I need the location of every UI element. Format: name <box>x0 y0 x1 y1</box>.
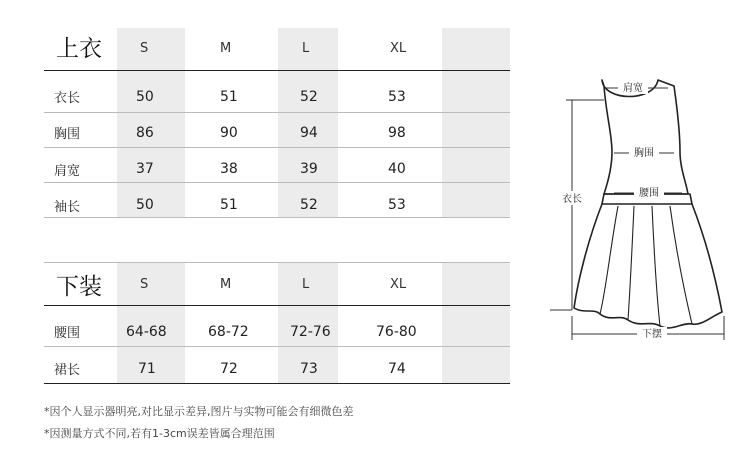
measure-value: 76-80 <box>376 324 417 340</box>
measure-value: 53 <box>388 197 406 213</box>
measure-value: 51 <box>220 197 238 213</box>
skirt-fold <box>652 206 660 326</box>
measure-value: 52 <box>300 89 318 105</box>
measure-value: 72 <box>220 361 238 377</box>
header-rule <box>44 70 510 71</box>
column-shade <box>278 28 338 218</box>
skirt-fold <box>600 206 618 314</box>
measure-value: 68-72 <box>208 324 249 340</box>
top-table-title: 上衣 <box>56 36 102 62</box>
top-size-table <box>44 28 510 218</box>
measure-value: 71 <box>138 361 156 377</box>
size-header: L <box>302 277 310 292</box>
measure-value: 39 <box>300 161 318 177</box>
size-header: XL <box>390 277 407 292</box>
measure-value: 53 <box>388 89 406 105</box>
chest-label: 胸围 <box>634 148 654 159</box>
table-bottom-rule <box>44 383 510 384</box>
row-rule <box>44 217 510 218</box>
waist-label: 腰围 <box>639 188 659 199</box>
measure-value: 37 <box>136 161 154 177</box>
size-header: XL <box>390 41 407 56</box>
size-header: S <box>140 277 149 292</box>
size-header: S <box>140 41 149 56</box>
dress-skirt <box>574 204 722 328</box>
dress-bodice <box>602 80 688 194</box>
bottom-table-title: 下装 <box>56 274 102 300</box>
table-top-rule <box>44 262 510 263</box>
measure-value: 51 <box>220 89 238 105</box>
hem-label: 下摆 <box>642 329 662 340</box>
measure-value: 40 <box>388 161 406 177</box>
note-display-difference: *因个人显示器明亮,对比显示差异,图片与实物可能会有细微色差 <box>44 405 354 418</box>
shoulder-label: 肩宽 <box>623 83 643 94</box>
size-header: M <box>220 41 232 56</box>
skirt-fold <box>670 206 692 324</box>
measure-value: 64-68 <box>126 324 167 340</box>
measure-label: 肩宽 <box>54 164 81 179</box>
note-measurement-tolerance: *因测量方式不同,若有1-3cm误差皆属合理范围 <box>44 427 275 440</box>
measure-label: 胸围 <box>54 127 81 142</box>
measure-value: 52 <box>300 197 318 213</box>
measure-label: 衣长 <box>54 91 81 106</box>
size-header: L <box>302 41 310 56</box>
column-shade <box>442 262 510 384</box>
measure-value: 38 <box>220 161 238 177</box>
measure-value: 50 <box>136 89 154 105</box>
row-rule <box>44 112 510 113</box>
dress-diagram <box>548 70 738 340</box>
measure-value: 50 <box>136 197 154 213</box>
measure-value: 86 <box>136 125 154 141</box>
column-shade <box>117 28 185 218</box>
measure-value: 98 <box>388 125 406 141</box>
measure-value: 73 <box>300 361 318 377</box>
measure-value: 90 <box>220 125 238 141</box>
measure-value: 72-76 <box>290 324 331 340</box>
row-rule <box>44 147 510 148</box>
measure-label: 腰围 <box>54 326 81 341</box>
row-rule <box>44 346 510 347</box>
row-rule <box>44 182 510 183</box>
measure-label: 裙长 <box>54 363 81 378</box>
header-rule <box>44 305 510 306</box>
measure-value: 94 <box>300 125 318 141</box>
measure-value: 74 <box>388 361 406 377</box>
size-header: M <box>220 277 232 292</box>
column-shade <box>442 28 510 218</box>
skirt-fold <box>628 206 634 320</box>
length-label: 衣长 <box>562 194 582 205</box>
bottom-size-table <box>44 262 510 384</box>
measure-label: 袖长 <box>54 200 81 215</box>
